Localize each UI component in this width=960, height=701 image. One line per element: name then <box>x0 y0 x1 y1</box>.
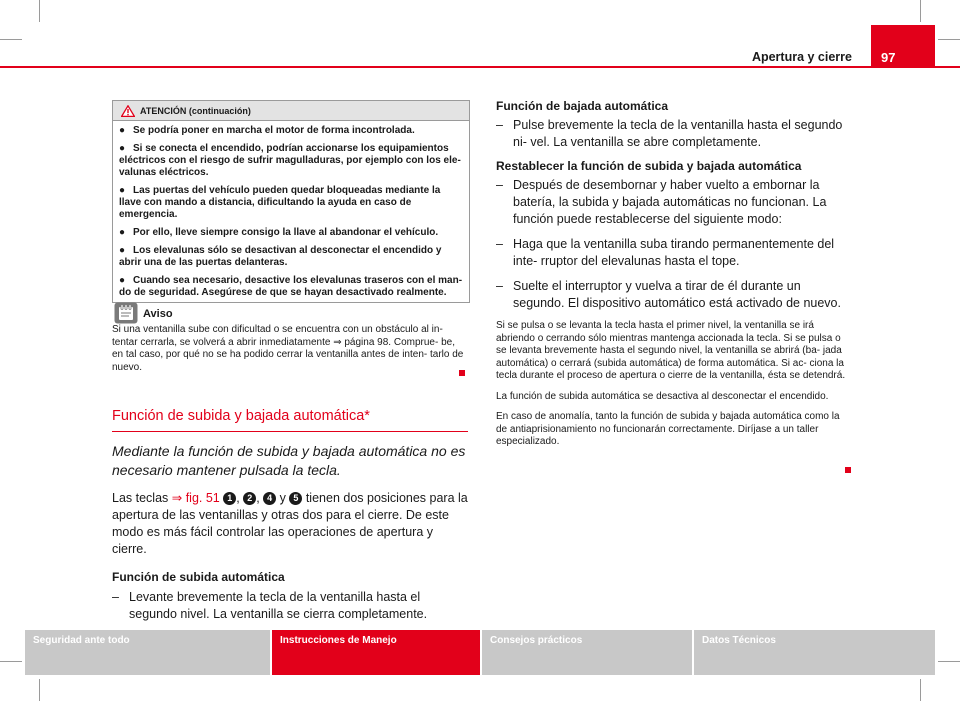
warning-heading: ATENCIÓN (continuación) <box>140 105 251 116</box>
step-item: – Después de desembornar y haber vuelto a embornar la batería, la subida y bajada automáticas no funcionan. La función puede restablecerse del siguiente modo: <box>496 178 827 226</box>
subheading-restablecer: Restablecer la función de subida y bajada automática <box>496 159 802 173</box>
warning-item: ● Cuando sea necesario, desactive los elevalunas traseros con el man- do de seguridad. Asegúrese de que se hayan desactivado realmente. <box>119 275 463 298</box>
warning-item: ● Por ello, lleve siempre consigo la llave al abandonar el vehículo. <box>119 227 439 238</box>
body-paragraph: Si se pulsa o se levanta la tecla hasta el primer nivel, la ventanilla se irá abriendo o cerrando sólo mientras mantenga accionada la tecla. Si se pulsa o se levanta brevemente hasta el segundo nivel, la ventanilla se abrirá (ba- jada automática) o cerrará (subida automática) de forma automática. Si ac- ciona la tecla durante el proceso de apertura o cierre de la ventanilla, ésta se detendrá. <box>496 320 846 381</box>
right-column <box>496 99 851 457</box>
step-item: – Pulse brevemente la tecla de la ventanilla hasta el segundo ni- vel. La ventanilla se abre completamente. <box>496 118 843 149</box>
body-paragraph: En caso de anomalía, tanto la función de subida y bajada automática como la de antiaprisionamiento no funcionarán correctamente. Diríjase a un taller especializado. <box>496 411 840 447</box>
aviso-text: Si una ventanilla sube con dificultad o se encuentra con un obstáculo al in- tentar cerrarla, se volverá a abrir inmediatamente ⇒ página 98. Comprue- be, en tal caso, por qué no se ha podido cerrar la ventanilla antes de inten- tarlo de nuevo. <box>112 324 464 373</box>
crop-mark <box>938 661 960 662</box>
footer-divider <box>480 630 482 675</box>
crop-mark <box>39 679 40 701</box>
key-badge: 5 <box>289 492 302 505</box>
page-number: 97 <box>871 25 935 68</box>
crop-mark <box>0 39 22 40</box>
crop-mark <box>0 661 22 662</box>
running-header: Apertura y cierre <box>751 50 852 64</box>
warning-item: ● Se podría poner en marcha el motor de forma incontrolada. <box>119 125 415 136</box>
warning-item: ● Si se conecta el encendido, podrían accionarse los equipamientos eléctricos con el riesgo de sufrir magulladuras, por ejemplo con los ele- valunas eléctricos. <box>119 143 461 178</box>
end-marker <box>459 370 465 376</box>
header-rule <box>0 66 960 68</box>
body-paragraph: La función de subida automática se desactiva al desconectar el encendido. <box>496 390 829 402</box>
section-lead: Mediante la función de subida y bajada automática no es necesario mantener pulsada la tecla. <box>112 443 466 478</box>
subheading-bajada: Función de bajada automática <box>496 99 669 113</box>
key-badge: 2 <box>243 492 256 505</box>
crop-mark <box>920 679 921 701</box>
section-body <box>112 490 468 626</box>
end-marker <box>845 467 851 473</box>
figure-link[interactable]: ⇒ fig. 51 <box>171 491 220 505</box>
step-item: – Levante brevemente la tecla de la ventanilla hasta el segundo nivel. La ventanilla se cierra completamente. <box>112 590 428 621</box>
crop-mark <box>39 0 40 22</box>
crop-mark <box>938 39 960 40</box>
footer-divider <box>692 630 694 675</box>
footer-tab-instrucciones[interactable]: Instrucciones de Manejo <box>272 630 480 675</box>
subheading-subida: Función de subida automática <box>112 570 285 584</box>
notepad-icon <box>114 302 138 324</box>
key-badge: 1 <box>223 492 236 505</box>
key-badge: 4 <box>263 492 276 505</box>
warning-list <box>113 121 469 302</box>
footer-divider <box>270 630 272 675</box>
warning-item: ● Los elevalunas sólo se desactivan al desconectar el encendido y abrir una de las puertas delanteras. <box>119 245 442 268</box>
step-item: – Haga que la ventanilla suba tirando permanentemente del inte- rruptor del elevalunas hasta el tope. <box>496 237 835 268</box>
footer-tab-datos[interactable]: Datos Técnicos <box>694 630 935 675</box>
section-heading: Función de subida y bajada automática* <box>112 408 468 432</box>
warning-box <box>112 100 470 303</box>
crop-mark <box>920 0 921 22</box>
warning-item: ● Las puertas del vehículo pueden quedar bloqueadas mediante la llave con mando a distancia, dificultando la ayuda en caso de emergencia. <box>119 185 441 220</box>
footer-tab-seguridad[interactable]: Seguridad ante todo <box>25 630 270 675</box>
warning-header <box>113 101 469 121</box>
aviso-title: Aviso <box>143 308 173 320</box>
step-item: – Suelte el interruptor y vuelva a tirar de él durante un segundo. El dispositivo automático está activado de nuevo. <box>496 279 841 310</box>
warning-triangle-icon <box>121 105 135 117</box>
intro-paragraph: Las teclas ⇒ fig. 51 1 , 2 , 4 y 5 tienen dos posiciones para la apertura de las ventanillas y otras dos para el cierre. De este modo es más fácil controlar las operaciones de apertura y cierre. <box>112 491 468 556</box>
footer-tab-consejos[interactable]: Consejos prácticos <box>482 630 692 675</box>
